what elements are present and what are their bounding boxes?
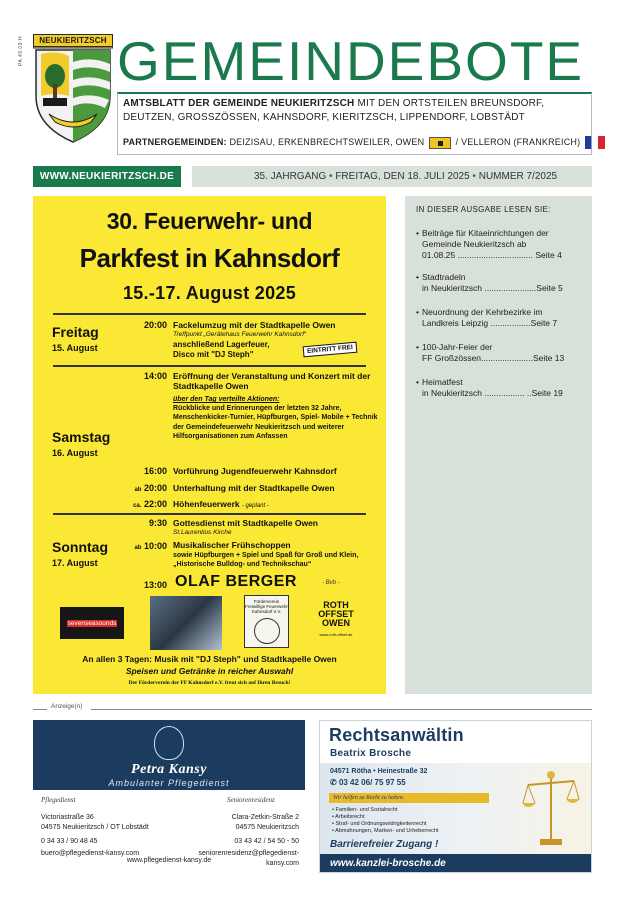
crest-label: NEUKIERITZSCH — [33, 34, 113, 47]
masthead-subtitle — [123, 97, 588, 125]
event-heading: über den Tag verteilte Aktionen: — [173, 396, 280, 403]
event-title: Unterhaltung mit der Stadtkapelle Owen — [173, 483, 335, 493]
event-entry — [173, 518, 378, 538]
toc-item-title: 100-Jahr-Feier der — [422, 342, 493, 352]
justice-scales-icon — [520, 767, 582, 847]
right-city: 04575 Neukieritzsch — [235, 824, 299, 831]
sevenseasounds-logo — [60, 607, 124, 639]
toc-item-title: Stadtradeln — [422, 272, 466, 282]
event-title: Musikalischer Frühschoppen — [173, 540, 291, 550]
toc-item[interactable] — [416, 307, 586, 329]
issue-year: 35. JAHRGANG — [254, 171, 327, 182]
toc-item-title: Beiträge für Kitaeinrichtungen der Gemeinde Neukieritzsch ab — [422, 228, 549, 249]
ad-company-name: Petra Kansy — [131, 762, 207, 777]
right-phone: 03 43 42 / 54 50 - 50 — [234, 838, 299, 845]
ad-phone: ✆ 03 42 06/ 75 97 55 — [330, 778, 406, 787]
day-name: Samstag — [52, 429, 111, 445]
side-code: PA 49.09.H — [18, 36, 24, 66]
bullet-icon: • — [416, 342, 419, 352]
fire-brigade-emblem-icon — [254, 618, 280, 644]
ad-service: • Arbeitsrecht — [332, 814, 365, 820]
ad-service: • Straf- und Ordnungswidrigkeitenrecht — [332, 821, 427, 827]
toc-item[interactable] — [416, 228, 586, 261]
event-note: St.Laurentius Kirche — [173, 529, 232, 536]
time-prefix: ab — [134, 487, 142, 493]
partners-label: PARTNERGEMEINDEN: — [123, 137, 227, 147]
right-street: Clara-Zetkin-Straße 2 — [231, 814, 299, 821]
event-time — [49, 541, 167, 551]
poster-title-line2: Parkfest in Kahnsdorf — [79, 243, 340, 273]
event-time: 16:00 — [143, 466, 167, 476]
event-title: Eröffnung der Veranstaltung und Konzert mit der Stadtkapelle Owen — [173, 371, 371, 391]
poster-footer-music: An allen 3 Tagen: Musik mit "DJ Steph" und Stadtkapelle Owen — [82, 654, 337, 664]
france-flag-icon — [585, 136, 605, 149]
germany-flag-icon — [429, 137, 451, 149]
event-title: Fackelumzug mit der Stadtkapelle Owen — [173, 320, 336, 330]
time-value: 20:00 — [143, 483, 167, 493]
right-email[interactable]: seniorenresidenz@pflegedienst-kansy.com — [198, 850, 299, 867]
left-address — [41, 813, 149, 859]
seniorenresidenz-label: Seniorenresidenz — [227, 796, 275, 804]
day-name: Sonntag — [52, 539, 108, 555]
poster-rule — [53, 313, 366, 315]
partner-communities — [123, 135, 593, 149]
poster-rule — [53, 513, 366, 515]
event-entry — [173, 371, 378, 391]
toc-item[interactable] — [416, 377, 586, 399]
toc-heading: IN DIESER AUSGABE LESEN SIE: — [416, 205, 551, 214]
separator-dot: • — [472, 171, 476, 182]
bullet-icon: • — [416, 377, 419, 387]
table-of-contents — [405, 196, 592, 694]
roth-url: www.roth-offset.de — [319, 632, 353, 637]
poster-dates: 15.-17. August 2025 — [122, 283, 297, 303]
event-entry — [173, 395, 378, 441]
event-time: 14:00 — [143, 371, 167, 381]
event-entry — [173, 483, 378, 493]
event-title: Höhenfeuerwerk — [173, 499, 240, 509]
toc-item-title: Heimatfest — [422, 377, 463, 387]
issue-number: NUMMER 7/2025 — [478, 171, 558, 182]
poster-footer-host: Der Förderverein der FF Kahnsdorf e.V. freut sich auf Ihren Besuch! — [128, 680, 291, 686]
left-email[interactable]: buero@pflegedienst-kansy.com — [41, 850, 140, 857]
ad-address: 04571 Rötha • Heinestraße 32 — [330, 768, 428, 775]
poster-footer-food: Speisen und Getränke in reicher Auswahl — [125, 666, 294, 676]
subtitle-rest: MIT DEN ORTSTEILEN BREUNSDORF, DEUTZEN, GROSSZÖSSEN, KAHNSDORF, KIERITZSCH, LIPPENDORF, LOBSTÄDT — [123, 98, 545, 123]
ad-service: • Abmahnungen, Marken- und Urheberrecht — [332, 828, 439, 834]
toc-item-page: in Neukieritzsch ......................Seite 5 — [422, 283, 563, 293]
ad-accessible: Barrierefreier Zugang ! — [330, 839, 439, 850]
event-entry — [173, 466, 378, 476]
sevenseasounds-text: sevenseasounds — [67, 620, 117, 627]
left-city: 04575 Neukieritzsch / OT Lobstädt — [41, 824, 149, 831]
event-note: Treffpunkt „Gerätehaus Feuerwehr Kahnsdorf“ — [173, 331, 307, 338]
left-phone: 0 34 33 / 90 48 45 — [41, 838, 98, 845]
divider-line — [33, 709, 47, 710]
toc-item-page: in Neukieritzsch ................. ..Seite 19 — [422, 388, 563, 398]
event-time: 13:00 — [143, 580, 167, 590]
poster-rule — [53, 365, 366, 367]
time-value: 10:00 — [143, 541, 167, 551]
ad-website[interactable]: www.pflegedienst-kansy.de — [126, 857, 212, 864]
event-time — [49, 499, 167, 509]
pflegedienst-label: Pflegedienst — [41, 796, 76, 804]
advertisement-divider — [33, 703, 592, 715]
event-title: Vorführung Jugendfeuerwehr Kahnsdorf — [173, 466, 337, 476]
event-time: 9:30 — [148, 518, 167, 528]
roth-name: ROTH OFFSET OWEN — [318, 600, 354, 628]
partners-france: / VELLERON (FRANKREICH) — [452, 137, 581, 147]
event-entry — [173, 320, 378, 360]
artist-note: - Bvb - — [322, 580, 340, 586]
event-time: 20:00 — [143, 320, 167, 330]
ad-lawyer-name: Beatrix Brosche — [330, 748, 412, 759]
free-entry-stamp: EINTRITT FREI — [303, 342, 358, 358]
artist-photo — [150, 596, 222, 650]
ad-phone-number: 03 42 06/ 75 97 55 — [338, 778, 406, 787]
day-name: Freitag — [52, 324, 99, 340]
caduceus-icon — [154, 726, 184, 760]
bullet-icon: • — [416, 272, 419, 282]
divider-line — [91, 709, 592, 710]
time-prefix: ab — [134, 545, 142, 551]
ad-title: Rechtsanwältin — [329, 725, 464, 745]
ad-company-subtitle: Ambulanter Pflegedienst — [108, 778, 230, 788]
event-note: - geplant - — [241, 503, 269, 509]
event-poster — [33, 196, 386, 694]
ad-service: • Familien- und Sozialrecht — [332, 807, 398, 813]
ad-rechtsanwaltin-brosche[interactable] — [319, 720, 592, 873]
toc-item-title: Neuordnung der Kehrbezirke im — [422, 307, 543, 317]
toc-item[interactable] — [416, 272, 586, 294]
advertisement-label: Anzeige(n) — [51, 703, 83, 710]
ad-website[interactable]: www.kanzlei-brosche.de — [320, 854, 592, 873]
event-description: sowie Hüpfburgen + Spiel und Spaß für Groß und Klein, „Historische Bulldog- und Technikschau“ — [173, 551, 359, 568]
day-saturday — [52, 429, 110, 458]
ad-slogan: Wir helfen zu Recht zu haben. — [329, 793, 489, 803]
event-entry — [173, 541, 378, 570]
left-street: Victoriastraße 36 — [41, 814, 94, 821]
day-date: 15. August — [52, 343, 98, 353]
event-title: Gottesdienst mit Stadtkapelle Owen — [173, 518, 319, 528]
event-description: Rückblicke und Erinnerungen der letzten 32 Jahre, Menschenkicker-Turnier, Hüpfburgen, Spiel- Mobile + Technik der Gemeindefeuerwehr Neukieritzsch und weiterer Hilfsorganisationen zum Anfassen — [173, 405, 378, 440]
time-value: 22:00 — [143, 499, 167, 509]
separator-dot: • — [329, 171, 333, 182]
event-line: Disco mit "DJ Steph" — [173, 350, 254, 359]
toc-item-page: 01.08.25 ................................ Seite 4 — [422, 250, 562, 260]
issue-date: FREITAG, DEN 18. JULI 2025 — [335, 171, 470, 182]
event-time — [49, 483, 167, 493]
time-prefix: ca. — [133, 503, 142, 509]
event-entry — [173, 499, 378, 511]
ad-pflegedienst-kansy[interactable] — [33, 720, 305, 873]
foerderverein-logo — [244, 595, 289, 648]
poster-title-line1: 30. Feuerwehr- und — [106, 208, 313, 234]
event-line: anschließend Lagerfeuer, — [173, 340, 270, 349]
toc-item-page: FF Großzössen......................Seite 13 — [422, 353, 565, 363]
subtitle-bold: AMTSBLATT DER GEMEINDE NEUKIERITZSCH — [123, 98, 355, 109]
newspaper-title: GEMEINDEBOTE — [117, 30, 585, 92]
partners-text: DEIZISAU, ERKENBRECHTSWEILER, OWEN — [226, 137, 425, 147]
roth-offset-logo — [311, 601, 361, 641]
website-link[interactable]: WWW.NEUKIERITZSCH.DE — [33, 166, 181, 187]
bullet-icon: • — [416, 307, 419, 317]
bullet-icon: • — [416, 228, 419, 238]
toc-item-page: Landkreis Leipzig .................Seite 7 — [422, 318, 558, 328]
foerderverein-text: Förderverein Freiwillige Feuerwehr Kahnsdorf e.V. — [245, 599, 288, 614]
day-date: 17. August — [52, 558, 98, 568]
crest-icon — [33, 34, 113, 144]
headline-artist: OLAF BERGER — [175, 573, 297, 590]
day-date: 16. August — [52, 448, 98, 458]
toc-item[interactable] — [416, 342, 586, 364]
issue-info — [192, 166, 592, 187]
